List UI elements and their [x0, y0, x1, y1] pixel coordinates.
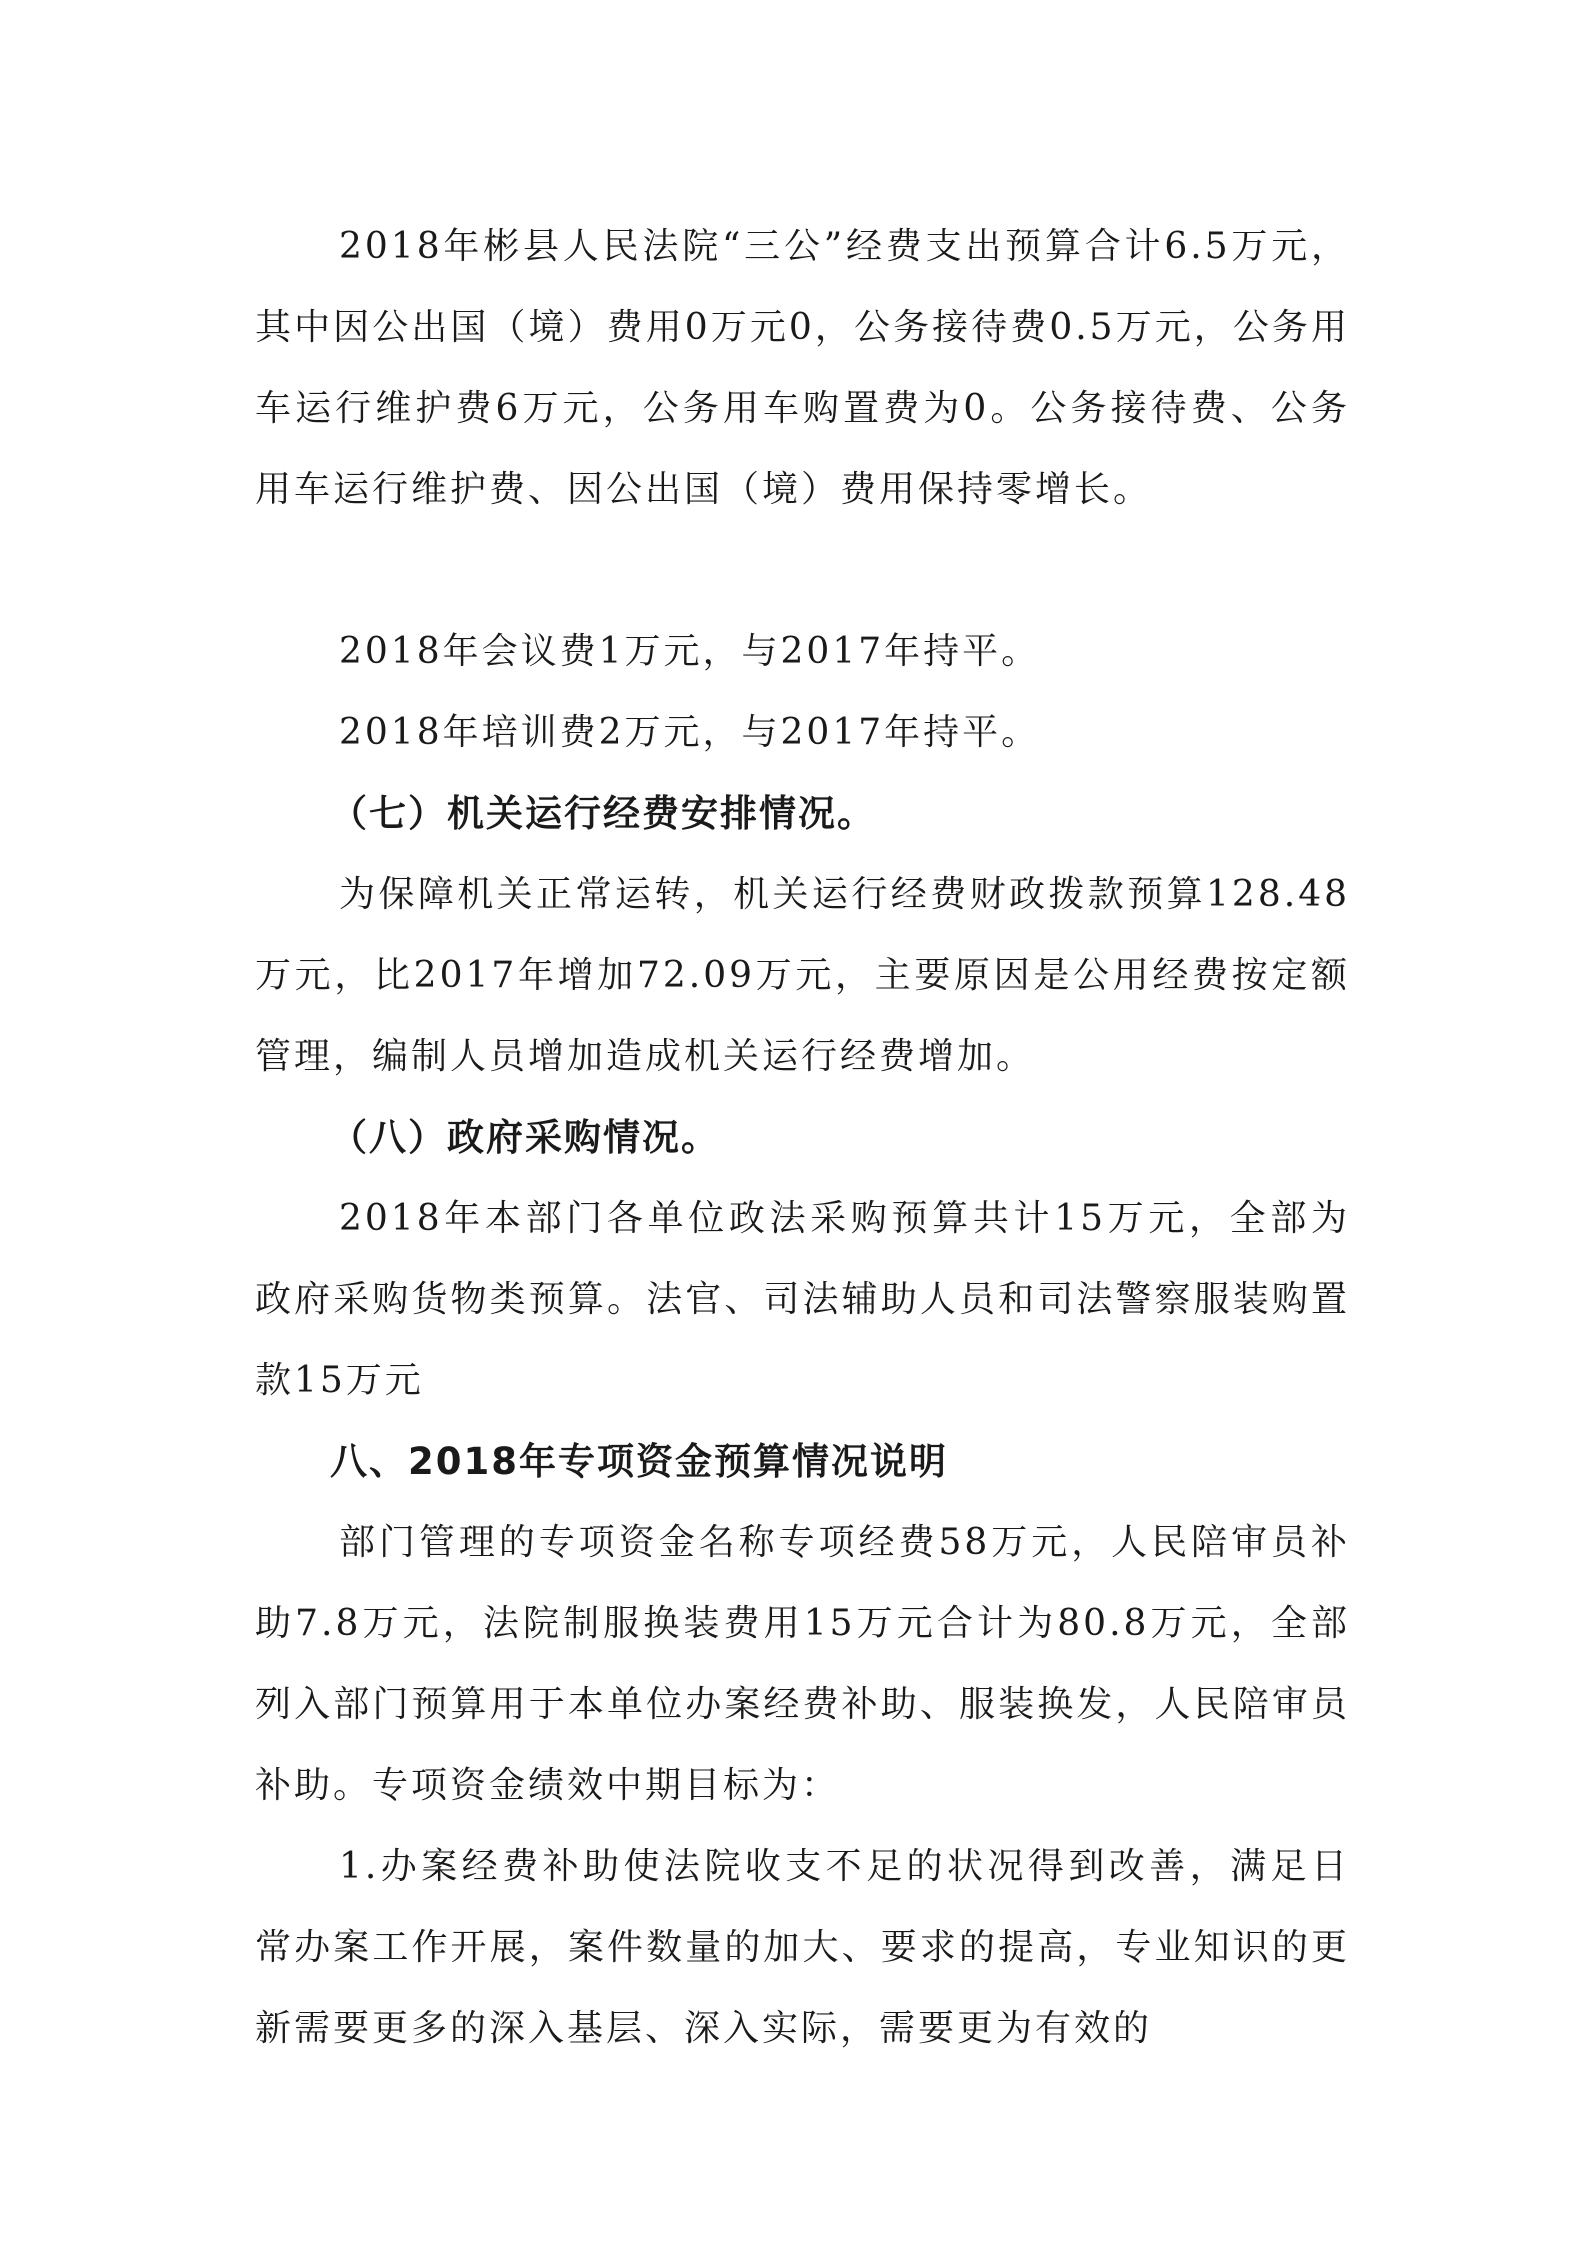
- heading-government-procurement: （八）政府采购情况。: [330, 1116, 720, 1159]
- paragraph-special-funds: 部门管理的专项资金名称专项经费58万元，人民陪审员补助7.8万元，法院制服换装费用15万元合计为80.8万元，全部列入部门预算用于本单位办案经费补助、服装换发，人民陪审员补助。专项资金绩效中期目标为：: [255, 1522, 1350, 1806]
- paragraph-operating-expenses: 为保障机关正常运转，机关运行经费财政拨款预算128.48万元，比2017年增加72.09万元，主要原因是公用经费按定额管理，编制人员增加造成机关运行经费增加。: [255, 874, 1350, 1077]
- heading-operating-expenses: （七）机关运行经费安排情况。: [330, 792, 876, 835]
- paragraph-three-public-expenses: 2018年彬县人民法院“三公”经费支出预算合计6.5万元，其中因公出国（境）费用0万元0，公务接待费0.5万元，公务用车运行维护费6万元，公务用车购置费为0。公务接待费、公务用车运行维护费、因公出国（境）费用保持零增长。: [255, 226, 1350, 510]
- section-heading-special-funds: 八、2018年专项资金预算情况说明: [330, 1440, 948, 1483]
- paragraph-case-funding-goal: 1.办案经费补助使法院收支不足的状况得到改善，满足日常办案工作开展，案件数量的加大、要求的提高，专业知识的更新需要更多的深入基层、深入实际，需要更为有效的: [255, 1846, 1350, 2049]
- paragraph-government-procurement: 2018年本部门各单位政法采购预算共计15万元，全部为政府采购货物类预算。法官、司法辅助人员和司法警察服装购置款15万元: [255, 1198, 1350, 1401]
- paragraph-training-fee: 2018年培训费2万元，与2017年持平。: [339, 712, 1041, 753]
- paragraph-meeting-fee: 2018年会议费1万元，与2017年持平。: [339, 631, 1041, 672]
